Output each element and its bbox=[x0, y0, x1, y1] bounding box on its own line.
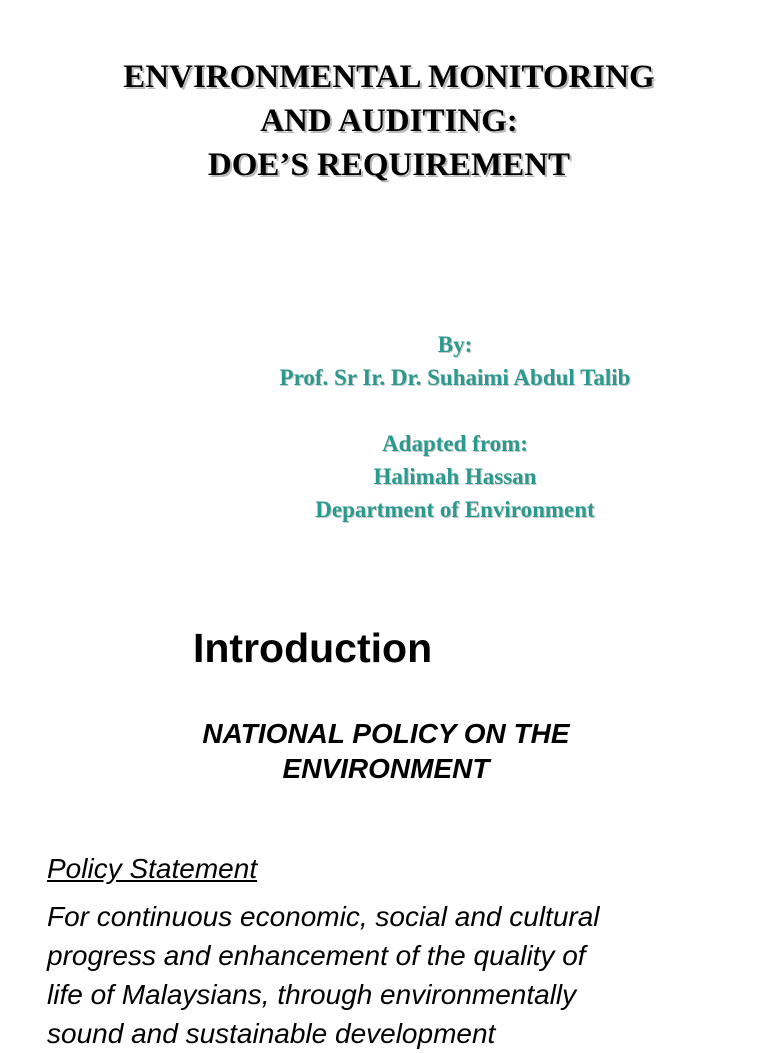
by-label: By: bbox=[437, 332, 473, 357]
policy-statement-label: Policy Statement bbox=[47, 853, 258, 884]
adapted-organization: Department of Environment bbox=[315, 497, 595, 522]
introduction-heading: Introduction bbox=[193, 625, 433, 671]
byline-block bbox=[225, 328, 685, 526]
author-name: Prof. Sr Ir. Dr. Suhaimi Abdul Talib bbox=[279, 365, 631, 390]
adapted-author-name: Halimah Hassan bbox=[373, 464, 537, 489]
policy-text-line-2: progress and enhancement of the quality of bbox=[47, 940, 586, 971]
national-policy-heading bbox=[160, 716, 612, 786]
policy-heading-line-1: NATIONAL POLICY ON THE bbox=[202, 718, 570, 749]
policy-statement-text bbox=[47, 897, 762, 1053]
policy-text-line-1: For continuous economic, social and cultural bbox=[47, 901, 600, 932]
title-line-1: ENVIRONMENTAL MONITORING bbox=[123, 59, 655, 95]
adapted-from-label: Adapted from: bbox=[382, 431, 528, 456]
policy-heading-line-2: ENVIRONMENT bbox=[282, 753, 490, 784]
title-line-2: AND AUDITING: bbox=[260, 103, 518, 139]
document-title bbox=[0, 55, 768, 187]
byline-spacer bbox=[225, 394, 685, 427]
policy-text-line-4: sound and sustainable development bbox=[47, 1018, 496, 1049]
policy-text-line-3: life of Malaysians, through environmentally bbox=[47, 979, 577, 1010]
title-line-3: DOE’S REQUIREMENT bbox=[207, 147, 571, 183]
